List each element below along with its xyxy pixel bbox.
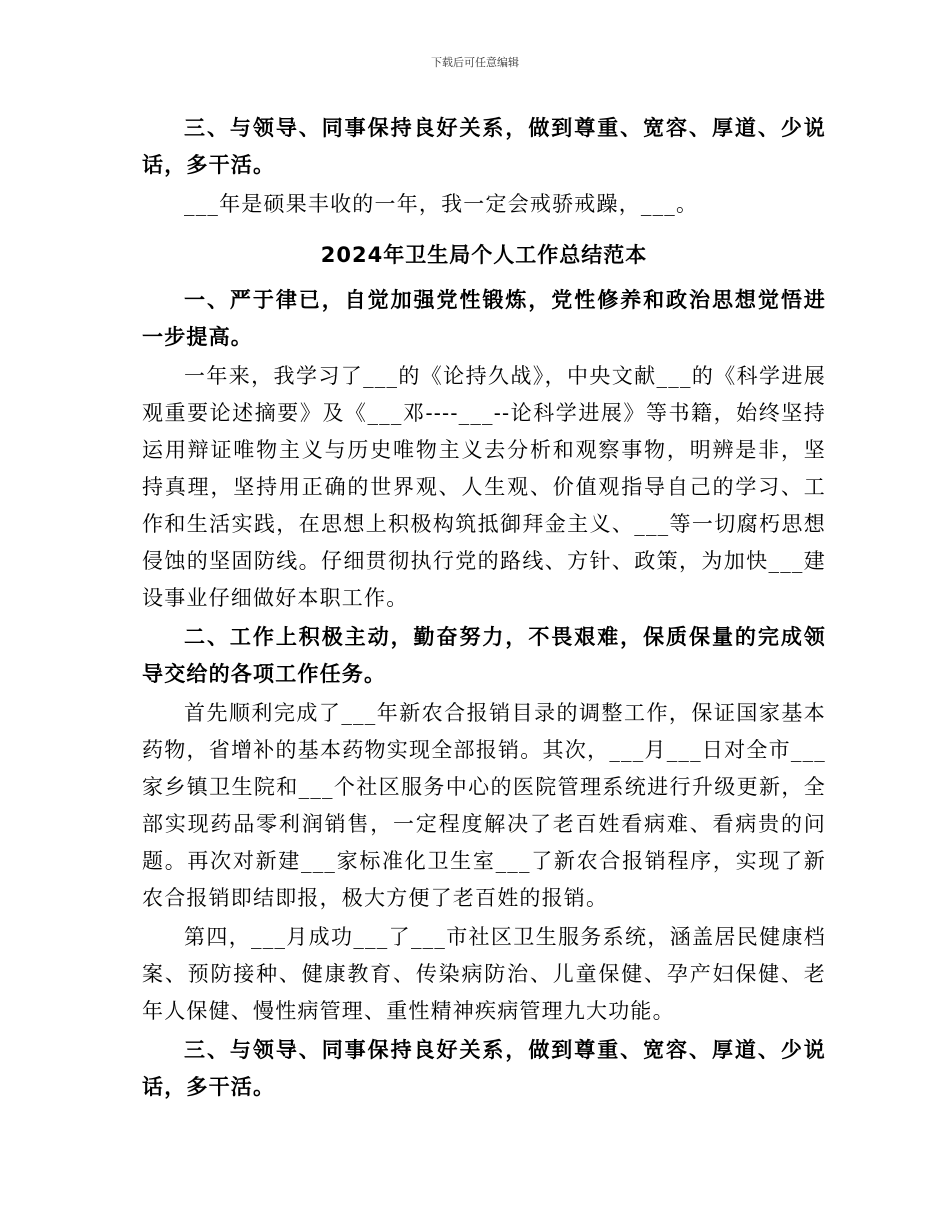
section1-heading: 一、严于律已，自觉加强党性锻炼，党性修养和政治思想觉悟进一步提高。 — [142, 288, 826, 349]
section2-body-1: 首先顺利完成了___年新农合报销目录的调整工作，保证国家基本药物，省增补的基本药物实现全部报销。其次，___月___日对全市___家乡镇卫生院和___个社区服务中心的医院管理系统进行升级更新，全部实现药品零利润销售，一定程度解决了老百姓看病难、看病贵的问题。再次对新建___家标准化卫生室___了新农合报销程序，实现了新农合报销即结即报，极大方便了老百姓的报销。 — [142, 701, 826, 910]
section1-body: 一年来，我学习了___的《论持久战》，中央文献___的《科学进展观重要论述摘要》及《___邓----___--论科学进展》等书籍，始终坚持运用辩证唯物主义与历史唯物主义去分析和观察事物，明辨是非，坚持真理，坚持用正确的世界观、人生观、价值观指导自己的学习、工作和生活实践，在思想上积极构筑抵御拜金主义、___等一切腐朽思想侵蚀的坚固防线。仔细贯彻执行党的路线、方针、政策，为加快___建设事业仔细做好本职工作。 — [142, 364, 826, 610]
document-body — [142, 108, 826, 1106]
top-closing-paragraph: ___年是硕果丰收的一年，我一定会戒骄戒躁，___。 — [184, 192, 699, 216]
section2-heading: 二、工作上积极主动，勤奋努力，不畏艰难，保质保量的完成领导交给的各项工作任务。 — [142, 625, 826, 686]
top-section-heading: 三、与领导、同事保持良好关系，做到尊重、宽容、厚道、少说话，多干活。 — [142, 116, 826, 177]
document-title: 2024年卫生局个人工作总结范本 — [320, 243, 648, 267]
section2-body-2: 第四，___月成功___了___市社区卫生服务系统，涵盖居民健康档案、预防接种、健康教育、传染病防治、儿童保健、孕产妇保健、老年人保健、慢性病管理、重性精神疾病管理九大功能。 — [142, 925, 826, 1023]
section3-heading: 三、与领导、同事保持良好关系，做到尊重、宽容、厚道、少说话，多干活。 — [142, 1038, 826, 1099]
header-note: 下载后可任意编辑 — [431, 56, 519, 69]
